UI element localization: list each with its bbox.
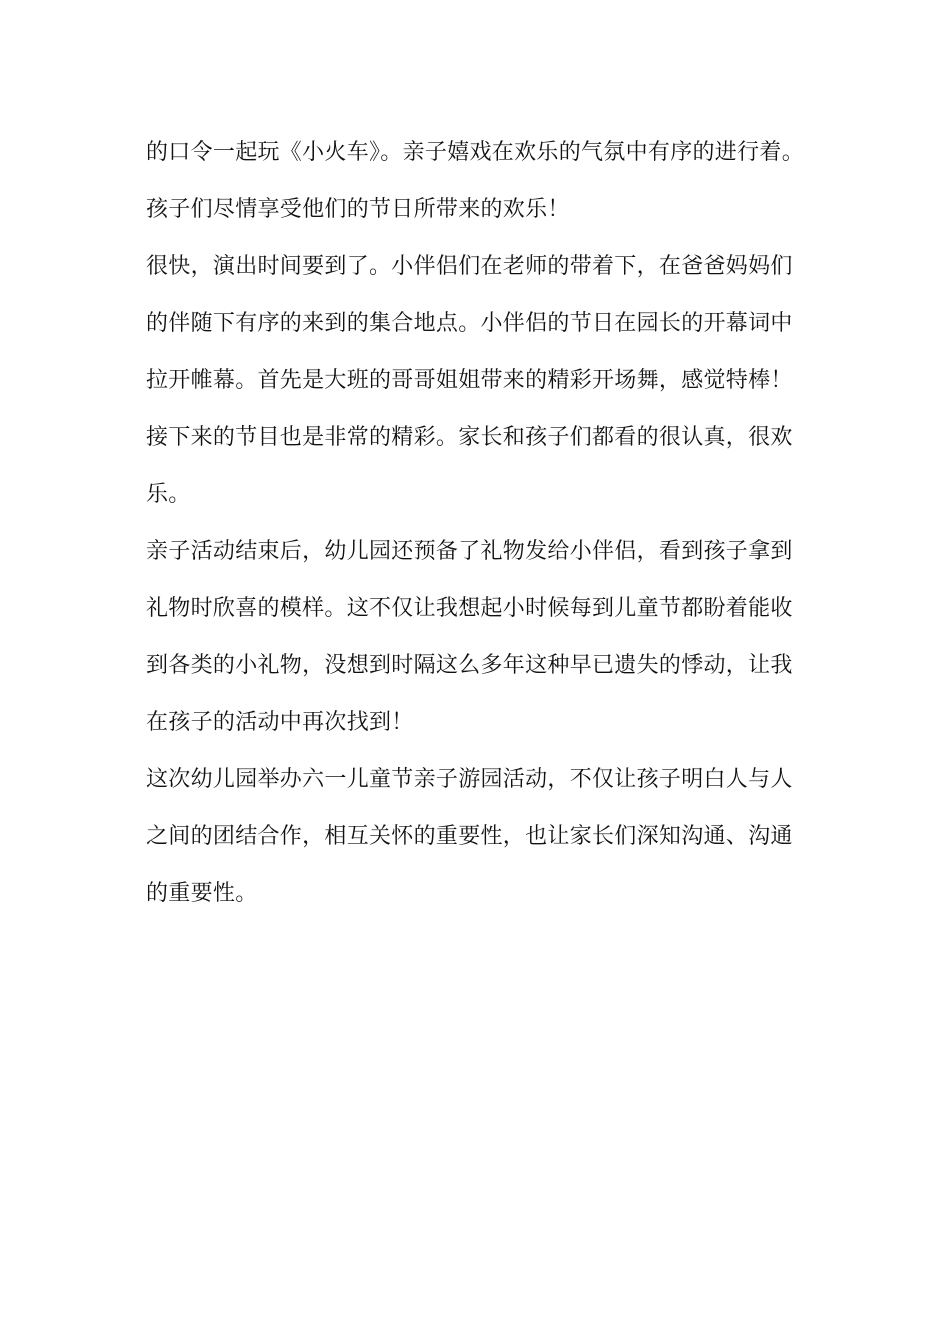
text-line: 到各类的小礼物，没想到时隔这么多年这种早已遗失的悸动，让我: [146, 653, 793, 678]
text-line: 这次幼儿园举办六一儿童节亲子游园活动，不仅让孩子明白人与人: [146, 767, 793, 792]
text-line: 孩子们尽情享受他们的节日所带来的欢乐！: [146, 197, 570, 222]
text-line: 的重要性。: [146, 881, 258, 906]
text-line: 接下来的节目也是非常的精彩。家长和孩子们都看的很认真，很欢: [146, 425, 793, 450]
text-line: 乐。: [146, 482, 191, 507]
text-line: 亲子活动结束后，幼儿园还预备了礼物发给小伴侣，看到孩子拿到: [146, 539, 793, 564]
text-line: 很快，演出时间要到了。小伴侣们在老师的带着下，在爸爸妈妈们: [146, 254, 793, 279]
document-body: [146, 131, 826, 929]
text-line: 之间的团结合作，相互关怀的重要性，也让家长们深知沟通、沟通: [146, 824, 793, 849]
text-line: 礼物时欣喜的模样。这不仅让我想起小时候每到儿童节都盼着能收: [146, 596, 793, 621]
text-line: 的口令一起玩《小火车》。亲子嬉戏在欢乐的气氛中有序的进行着。: [146, 140, 805, 165]
text-line: 在孩子的活动中再次找到！: [146, 710, 414, 735]
text-line: 的伴随下有序的来到的集合地点。小伴侣的节日在园长的开幕词中: [146, 311, 793, 336]
text-line: 拉开帷幕。首先是大班的哥哥姐姐带来的精彩开场舞，感觉特棒！: [146, 368, 793, 393]
